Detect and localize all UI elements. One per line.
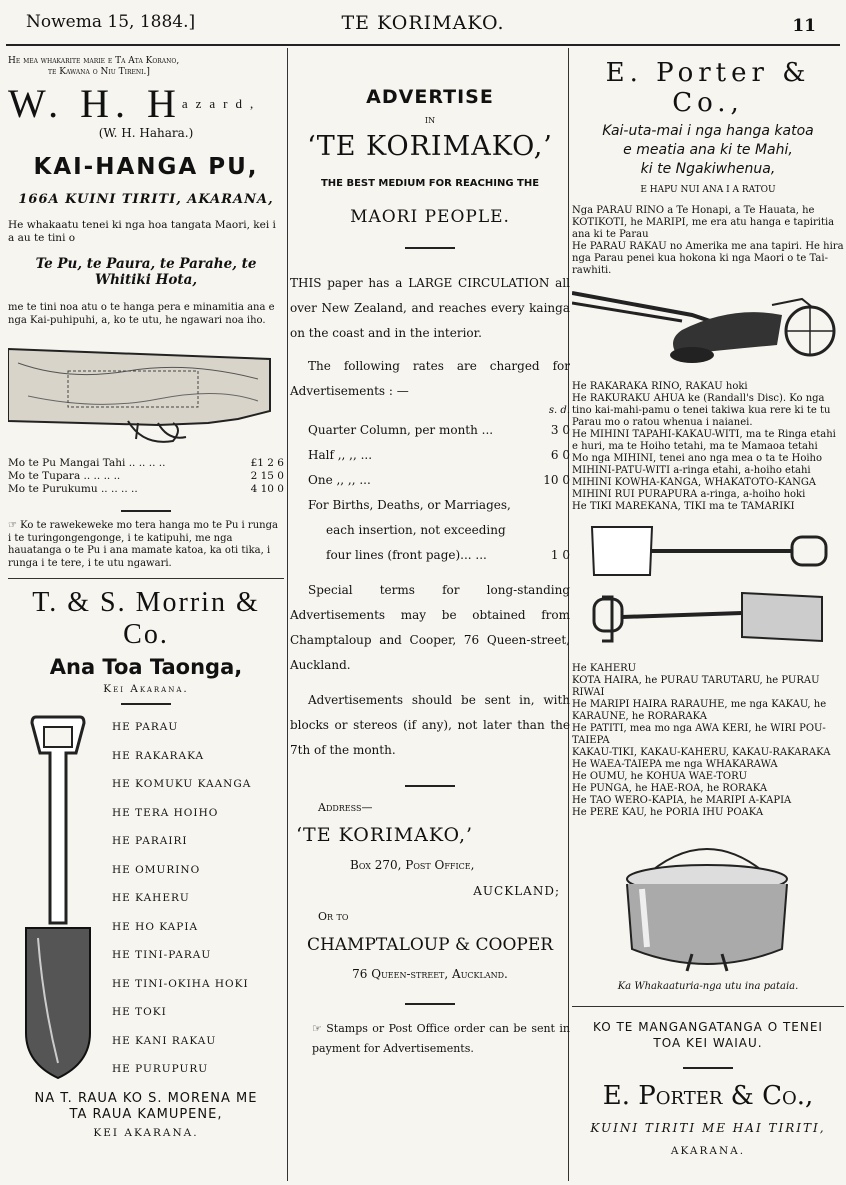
morrin-name: T. & S. Morrin & Co. [32,587,260,650]
morrin-items [112,713,251,1084]
porter-footer-name: E. Porter & Co., [602,1081,814,1111]
royal-warrant [8,56,284,78]
column-porter [572,48,844,1157]
porter-group-2 [572,381,844,513]
price-row: Mo te Pu Mangai Tahi .. .. .. .. £1 2 6 [8,457,284,469]
porter-tagline-1: Kai-uta-mai i nga hanga katoa [602,123,814,139]
address-box: Box 270, Post Office, [350,858,475,872]
section-rule [572,1006,844,1007]
list-item: Nga PARAU RINO a Te Honapi, a Te Hauata, he KOTIKOTI, he MARIPI, me era atu hanga e tapiritia ana ki te Parau [572,205,835,240]
list-item: He OUMU, he KOHUA WAE-TORU [572,771,748,782]
rates-table: s. d. Quarter Column, per month ... 3 0 Half ,, ,, ... 6 0 One ,, ,, ... 10 0 For Births, Deaths, or Marriages, each insertion, not exceeding four lines (front page)... ... 1 0 [290,404,570,568]
list-item: HE TINI-OKIHA HOKI [112,977,249,990]
list-item: He RAKURAKU AHUA ke (Randall's Disc). Ko nga tino kai-mahi-pamu o tenei takiwa kua rere ki te tu Parau mo o ratou whenua i naianei. [572,393,831,428]
list-item: He TAO WERO-KAPIA, he MARIPI A-KAPIA [572,795,792,806]
cooking-pot-illustration [572,829,844,979]
list-item: HE KAHERU [112,892,190,904]
advertise-stamps: ☞ Stamps or Post Office order can be sent in payment for Advertisements. [312,1022,570,1055]
list-item: HE RAKARAKA [112,749,205,762]
address-or-to: Or to [318,910,349,923]
births-price: 1 0 [550,548,570,562]
hazard-address: 166A KUINI TIRITI, AKARANA, [18,192,274,207]
list-item: He WAEA-TAIEPA me nga WHAKARAWA [572,759,778,770]
price-row: Mo te Purukumu .. .. .. .. 4 10 0 [8,483,284,495]
list-item: He MIHINI TAPAHI-KAKAU-WITI, ma te Ringa etahi e huri, ma te Hoiho tetahi, ma te Mamaoa tetahi [572,429,836,452]
rate-row: One ,, ,, ... 10 0 [308,473,570,487]
list-item: HE TOKI [112,1006,167,1018]
list-item: HE PURUPURU [112,1063,209,1075]
rate-row: Half ,, ,, ... 6 0 [308,448,570,462]
newspaper-title: TE KORIMAKO. [341,12,505,34]
rule [405,1003,455,1005]
hazard-alias: (W. H. Hahara.) [98,126,194,140]
rule [405,247,455,249]
hazard-name-initials: W. H. H [8,81,182,126]
list-item: HE TINI-PARAU [112,949,212,961]
births-row: For Births, Deaths, or Marriages, [308,498,511,512]
porter-hapu: E HAPU NUI ANA I A RATOU [640,185,776,195]
list-item: MIHINI KOWHA-KANGA, WHAKATOTO-KANGA [572,477,817,488]
list-item: HE TERA HOIHO [112,806,219,819]
morrin-footer-line-1: NA T. RAUA KO S. MORENA ME [34,1091,258,1106]
hazard-name-rest: azard, [181,96,262,111]
rule [121,510,171,512]
advertise-deadline: Advertisements should be sent in, with blocks or stereos (if any), not later than the 7th of the month. [290,693,570,757]
porter-group-1 [572,205,844,277]
porter-tagline [572,122,844,179]
list-item: HE PARAIRI [112,835,188,847]
address-paper: ‘TE KORIMAKO,’ [296,824,474,846]
address-street: 76 Queen-street, Auckland. [352,967,508,981]
advertise-medium: THE BEST MEDIUM FOR REACHING THE [320,178,540,189]
list-item: MIHINI-PATU-WITI a-ringa etahi, a-hoiho etahi [572,465,811,476]
advertise-rates-intro: The following rates are charged for Advertisements : — [290,359,570,398]
rule [405,785,455,787]
advertise-title: ADVERTISE [366,86,494,108]
morrin-footer-line-2: TA RAUA KAMUPENE, [69,1107,223,1122]
hazard-details: me te tini noa atu o te hanga pera e minamitia ana e nga Kai-puhipuhi, a, ko te utu, he ngawari noa iho. [8,302,275,326]
column-advertise [290,48,570,1059]
morrin-listing [8,713,284,1085]
pot-caption: Ka Whakaaturia-nga utu ina pataia. [617,981,799,992]
hazard-trade: KAI-HANGA PU, [33,154,259,180]
morrin-footer-location: KEI AKARANA. [93,1127,199,1139]
porter-closing [572,1019,844,1051]
list-item: HE PARAU [112,721,179,733]
porter-closing-2: TOA KEI WAIAU. [653,1036,763,1050]
advertise-circulation: THIS paper has a LARGE CIRCULATION all over New Zealand, and reaches every kainga on the coast and in the interior. [290,276,570,340]
porter-tagline-2: e meatia ana ki te Mahi, [623,142,793,158]
list-item: KAKAU-TIKI, KAKAU-KAHERU, KAKAU-RAKARAKA [572,747,831,758]
section-rule [8,578,284,579]
column-divider-1 [287,48,288,1181]
rule [121,703,171,705]
hazard-intro: He whakaatu tenei ki nga hoa tangata Maori, kei i a au te tini o [8,219,276,244]
list-item: MIHINI RUI PURAPURA a-ringa, a-hoiho hoki [572,489,806,500]
list-item: He PERE KAU, he PORIA IHU POAKA [572,807,764,818]
morrin-shop: Ana Toa Taonga, [49,655,243,679]
hazard-price-list [8,457,284,496]
spades-illustration [572,517,844,655]
porter-group-3 [572,663,844,819]
list-item: He RAKARAKA RINO, RAKAU hoki [572,381,748,392]
page-header [0,0,846,44]
hazard-name [8,82,284,126]
address-label: Address— [318,801,373,814]
porter-name: E. Porter & Co., [605,58,811,118]
plough-illustration [572,285,844,375]
page-number: 11 [792,16,816,36]
rate-row: Quarter Column, per month ... 3 0 [308,423,570,437]
header-rule [6,44,840,46]
porter-tagline-3: ki te Ngakiwhenua, [640,161,776,177]
list-item: HE OMURINO [112,863,201,876]
currency-heading: s. d. [548,405,570,416]
advertise-people: MAORI PEOPLE. [350,207,510,227]
list-item: HE KOMUKU KAANGA [112,778,252,790]
list-item: HE HO KAPIA [112,920,199,933]
list-item: He PUNGA, he HAE-ROA, he RORAKA [572,783,768,794]
issue-date: Nowema 15, 1884.] [26,12,196,32]
hazard-notice: ☞ Ko te rawekeweke mo tera hanga mo te Pu i runga i te turingongengonge, i te katipuhi, me nga hauatanga o te Pu i ana mamate katoa, ka oti tika, i runga i te tere, i te utu ngawari. [8,520,278,569]
list-item: He PARAU RAKAU no Amerika me ana tapiri. He hira nga Parau penei kua hokona ki nga Maori o te Tai-rawhiti. [572,241,844,276]
column-hazard-morrin [8,48,284,1139]
advertise-in: IN [424,116,436,125]
shotgun-illustration [8,341,284,451]
spade-illustration [18,713,98,1083]
address-company: CHAMPTALOUP & COOPER [306,935,554,955]
list-item: He TIKI MAREKANA, TIKI ma te TAMARIKI [572,501,795,512]
rule [683,1067,733,1069]
address-city: AUCKLAND; [473,884,560,898]
royal-line-1: He mea whakarite marie e Ta Ata Korano, [8,56,180,66]
list-item: Mo nga MIHINI, tenei ano nga mea o ta te Hoiho [572,453,823,464]
list-item: He KAHERU [572,663,637,674]
porter-closing-1: KO TE MANGANGATANGA O TENEI [593,1020,823,1034]
porter-footer-city: AKARANA. [670,1145,746,1157]
list-item: KOTA HAIRA, he PURAU TARUTARU, he PURAU RIWAI [572,675,820,698]
advertise-paper-name: ‘TE KORIMAKO,’ [307,131,553,162]
list-item: He PATITI, mea mo nga AWA KERI, he WIRI POU-TAIEPA [572,723,826,746]
hazard-products: Te Pu, te Paura, te Parahe, te Whitiki Hota, [35,256,257,288]
porter-footer-address: KUINI TIRITI ME HAI TIRITI, [590,1121,826,1135]
morrin-location: Kei Akarana. [103,683,189,695]
list-item: HE KANI RAKAU [112,1034,217,1047]
morrin-footer [8,1091,284,1123]
advertise-special: Special terms for long-standing Advertisements may be obtained from Champtaloup and Cooper, 76 Queen-street, Auckland. [290,583,570,672]
list-item: He MARIPI HAIRA RARAUHE, me nga KAKAU, he KARAUNE, he RORARAKA [572,699,827,722]
price-row: Mo te Tupara .. .. .. .. 2 15 0 [8,470,284,482]
royal-line-2: te Kawana o Niu Tireni.] [48,67,150,77]
